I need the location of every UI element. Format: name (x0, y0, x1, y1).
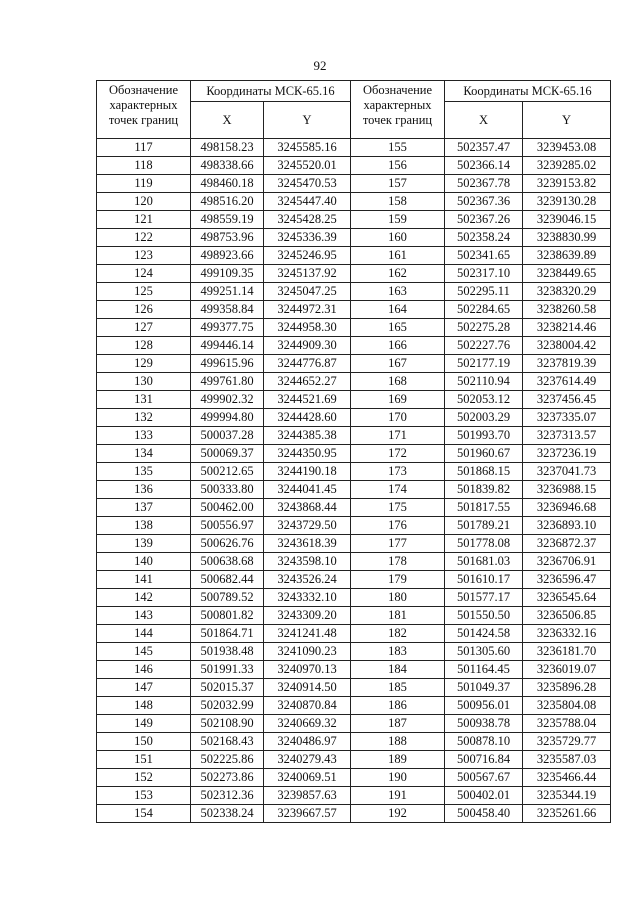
x-value-left: 502273.86 (191, 769, 264, 787)
header-label-line: Обозначение (362, 83, 433, 97)
y-value-left: 3239857.63 (264, 787, 351, 805)
y-value-right: 3236596.47 (523, 571, 611, 589)
y-value-left: 3245137.92 (264, 265, 351, 283)
x-value-right: 501789.21 (445, 517, 523, 535)
x-value-right: 502110.94 (445, 373, 523, 391)
y-value-right: 3238449.65 (523, 265, 611, 283)
y-value-right: 3236019.07 (523, 661, 611, 679)
x-value-right: 502367.26 (445, 211, 523, 229)
point-id-left: 122 (97, 229, 191, 247)
table-row (97, 229, 611, 247)
point-id-right: 177 (351, 535, 445, 553)
x-value-left: 501864.71 (191, 625, 264, 643)
point-id-left: 117 (97, 139, 191, 157)
table-row (97, 427, 611, 445)
x-value-left: 500626.76 (191, 535, 264, 553)
point-id-left: 142 (97, 589, 191, 607)
y-column-header-left: Y (264, 102, 351, 139)
table-row (97, 787, 611, 805)
x-value-right: 501778.08 (445, 535, 523, 553)
y-value-right: 3237614.49 (523, 373, 611, 391)
table-row (97, 625, 611, 643)
y-value-left: 3245520.01 (264, 157, 351, 175)
x-value-right: 501049.37 (445, 679, 523, 697)
table-row (97, 553, 611, 571)
point-id-left: 150 (97, 733, 191, 751)
y-value-left: 3245470.53 (264, 175, 351, 193)
point-id-right: 158 (351, 193, 445, 211)
point-id-left: 132 (97, 409, 191, 427)
y-value-right: 3238639.89 (523, 247, 611, 265)
x-value-left: 500037.28 (191, 427, 264, 445)
point-id-left: 135 (97, 463, 191, 481)
point-id-right: 190 (351, 769, 445, 787)
x-value-left: 500462.00 (191, 499, 264, 517)
x-value-right: 501817.55 (445, 499, 523, 517)
y-value-left: 3244385.38 (264, 427, 351, 445)
point-id-left: 139 (97, 535, 191, 553)
x-value-right: 502317.10 (445, 265, 523, 283)
point-id-left: 138 (97, 517, 191, 535)
table-row (97, 139, 611, 157)
x-value-left: 499251.14 (191, 283, 264, 301)
table-row (97, 697, 611, 715)
y-value-left: 3244521.69 (264, 391, 351, 409)
x-value-left: 502225.86 (191, 751, 264, 769)
header-label-line: характерных (363, 98, 432, 112)
x-value-right: 502284.65 (445, 301, 523, 319)
table-row (97, 643, 611, 661)
point-id-left: 133 (97, 427, 191, 445)
y-value-left: 3245047.25 (264, 283, 351, 301)
table-row (97, 373, 611, 391)
point-id-left: 123 (97, 247, 191, 265)
x-value-right: 501868.15 (445, 463, 523, 481)
point-id-right: 188 (351, 733, 445, 751)
x-value-left: 499902.32 (191, 391, 264, 409)
point-id-left: 143 (97, 607, 191, 625)
point-id-left: 130 (97, 373, 191, 391)
table-row (97, 283, 611, 301)
y-value-right: 3235729.77 (523, 733, 611, 751)
table-row (97, 733, 611, 751)
x-value-left: 502312.36 (191, 787, 264, 805)
y-value-right: 3239046.15 (523, 211, 611, 229)
point-id-left: 136 (97, 481, 191, 499)
header-label-line: точек границ (362, 113, 433, 127)
y-value-left: 3243309.20 (264, 607, 351, 625)
x-value-left: 502168.43 (191, 733, 264, 751)
point-label-header-right (351, 81, 445, 139)
x-value-right: 500716.84 (445, 751, 523, 769)
table-row (97, 409, 611, 427)
point-id-right: 174 (351, 481, 445, 499)
point-id-left: 149 (97, 715, 191, 733)
y-value-right: 3236988.15 (523, 481, 611, 499)
point-id-left: 124 (97, 265, 191, 283)
x-column-header-right: X (445, 102, 523, 139)
table-row (97, 481, 611, 499)
point-id-left: 129 (97, 355, 191, 373)
header-label-line: характерных (109, 98, 178, 112)
x-value-right: 502003.29 (445, 409, 523, 427)
y-value-left: 3244350.95 (264, 445, 351, 463)
point-id-left: 145 (97, 643, 191, 661)
y-value-right: 3239453.08 (523, 139, 611, 157)
point-id-left: 151 (97, 751, 191, 769)
point-id-right: 185 (351, 679, 445, 697)
y-value-right: 3236706.91 (523, 553, 611, 571)
x-value-left: 499446.14 (191, 337, 264, 355)
x-value-right: 500567.67 (445, 769, 523, 787)
point-id-left: 121 (97, 211, 191, 229)
table-row (97, 715, 611, 733)
x-value-left: 498338.66 (191, 157, 264, 175)
x-column-header-left: X (191, 102, 264, 139)
x-value-left: 500789.52 (191, 589, 264, 607)
point-id-left: 118 (97, 157, 191, 175)
x-value-left: 500638.68 (191, 553, 264, 571)
y-value-right: 3235804.08 (523, 697, 611, 715)
point-id-right: 192 (351, 805, 445, 823)
table-row (97, 247, 611, 265)
x-value-right: 501550.50 (445, 607, 523, 625)
y-column-header-right: Y (523, 102, 611, 139)
y-value-right: 3238320.29 (523, 283, 611, 301)
x-value-left: 500333.80 (191, 481, 264, 499)
x-value-right: 500878.10 (445, 733, 523, 751)
x-value-left: 501938.48 (191, 643, 264, 661)
x-value-right: 502275.28 (445, 319, 523, 337)
point-id-left: 137 (97, 499, 191, 517)
x-value-right: 502053.12 (445, 391, 523, 409)
point-id-right: 162 (351, 265, 445, 283)
table-row (97, 211, 611, 229)
point-id-left: 128 (97, 337, 191, 355)
table-row (97, 175, 611, 193)
y-value-right: 3237313.57 (523, 427, 611, 445)
y-value-right: 3236946.68 (523, 499, 611, 517)
x-value-right: 502357.47 (445, 139, 523, 157)
x-value-right: 502366.14 (445, 157, 523, 175)
point-id-right: 168 (351, 373, 445, 391)
point-id-left: 140 (97, 553, 191, 571)
x-value-left: 502032.99 (191, 697, 264, 715)
y-value-left: 3244776.87 (264, 355, 351, 373)
x-value-left: 499615.96 (191, 355, 264, 373)
table-row (97, 769, 611, 787)
y-value-right: 3235587.03 (523, 751, 611, 769)
coord-system-header-right: Координаты МСК-65.16 (445, 81, 611, 102)
table-row (97, 301, 611, 319)
point-id-right: 171 (351, 427, 445, 445)
point-id-right: 164 (351, 301, 445, 319)
x-value-right: 501839.82 (445, 481, 523, 499)
table-row (97, 193, 611, 211)
x-value-left: 499109.35 (191, 265, 264, 283)
x-value-right: 501424.58 (445, 625, 523, 643)
point-id-right: 157 (351, 175, 445, 193)
point-id-left: 144 (97, 625, 191, 643)
table-row (97, 679, 611, 697)
point-id-left: 146 (97, 661, 191, 679)
table-row (97, 265, 611, 283)
y-value-right: 3238260.58 (523, 301, 611, 319)
y-value-right: 3236893.10 (523, 517, 611, 535)
x-value-left: 502338.24 (191, 805, 264, 823)
coord-system-header-left: Координаты МСК-65.16 (191, 81, 351, 102)
y-value-right: 3237335.07 (523, 409, 611, 427)
point-id-right: 182 (351, 625, 445, 643)
x-value-right: 500458.40 (445, 805, 523, 823)
x-value-right: 500956.01 (445, 697, 523, 715)
x-value-left: 498923.66 (191, 247, 264, 265)
x-value-left: 500682.44 (191, 571, 264, 589)
table-row (97, 355, 611, 373)
point-id-right: 169 (351, 391, 445, 409)
x-value-left: 499358.84 (191, 301, 264, 319)
y-value-left: 3244972.31 (264, 301, 351, 319)
x-value-left: 498559.19 (191, 211, 264, 229)
table-row (97, 589, 611, 607)
page-number: 92 (313, 58, 327, 73)
x-value-left: 502015.37 (191, 679, 264, 697)
table-row (97, 157, 611, 175)
x-value-left: 498158.23 (191, 139, 264, 157)
x-value-right: 502367.36 (445, 193, 523, 211)
y-value-left: 3244652.27 (264, 373, 351, 391)
point-id-right: 163 (351, 283, 445, 301)
x-value-right: 502177.19 (445, 355, 523, 373)
x-value-right: 501993.70 (445, 427, 523, 445)
table-row (97, 499, 611, 517)
y-value-left: 3240970.13 (264, 661, 351, 679)
y-value-left: 3245246.95 (264, 247, 351, 265)
table-row (97, 445, 611, 463)
x-value-right: 502367.78 (445, 175, 523, 193)
y-value-left: 3243868.44 (264, 499, 351, 517)
point-id-left: 147 (97, 679, 191, 697)
y-value-left: 3243729.50 (264, 517, 351, 535)
header-label-line: точек границ (108, 113, 179, 127)
y-value-right: 3236545.64 (523, 589, 611, 607)
point-id-right: 167 (351, 355, 445, 373)
coordinates-table-body (97, 139, 611, 823)
y-value-right: 3237819.39 (523, 355, 611, 373)
y-value-right: 3238830.99 (523, 229, 611, 247)
y-value-right: 3235896.28 (523, 679, 611, 697)
table-row (97, 751, 611, 769)
point-id-left: 120 (97, 193, 191, 211)
point-id-left: 131 (97, 391, 191, 409)
point-id-right: 183 (351, 643, 445, 661)
x-value-right: 501960.67 (445, 445, 523, 463)
y-value-left: 3240486.97 (264, 733, 351, 751)
point-id-right: 178 (351, 553, 445, 571)
point-id-right: 186 (351, 697, 445, 715)
y-value-left: 3244190.18 (264, 463, 351, 481)
x-value-right: 501577.17 (445, 589, 523, 607)
header-label-line: Обозначение (108, 83, 179, 97)
table-row (97, 607, 611, 625)
point-label-header-left (97, 81, 191, 139)
x-value-left: 502108.90 (191, 715, 264, 733)
y-value-right: 3236872.37 (523, 535, 611, 553)
point-id-left: 153 (97, 787, 191, 805)
x-value-left: 500556.97 (191, 517, 264, 535)
point-id-right: 184 (351, 661, 445, 679)
point-id-right: 172 (351, 445, 445, 463)
point-id-right: 181 (351, 607, 445, 625)
point-id-right: 191 (351, 787, 445, 805)
x-value-right: 501305.60 (445, 643, 523, 661)
point-id-left: 148 (97, 697, 191, 715)
y-value-left: 3240669.32 (264, 715, 351, 733)
y-value-right: 3235466.44 (523, 769, 611, 787)
y-value-right: 3237041.73 (523, 463, 611, 481)
y-value-right: 3236181.70 (523, 643, 611, 661)
y-value-left: 3240069.51 (264, 769, 351, 787)
coordinates-table (96, 80, 611, 823)
point-id-left: 154 (97, 805, 191, 823)
point-id-right: 165 (351, 319, 445, 337)
y-value-left: 3244909.30 (264, 337, 351, 355)
x-value-left: 500069.37 (191, 445, 264, 463)
point-id-right: 166 (351, 337, 445, 355)
y-value-left: 3240279.43 (264, 751, 351, 769)
y-value-left: 3245428.25 (264, 211, 351, 229)
y-value-right: 3237456.45 (523, 391, 611, 409)
y-value-right: 3235788.04 (523, 715, 611, 733)
y-value-right: 3235261.66 (523, 805, 611, 823)
y-value-right: 3237236.19 (523, 445, 611, 463)
y-value-left: 3243526.24 (264, 571, 351, 589)
point-id-left: 125 (97, 283, 191, 301)
table-row (97, 535, 611, 553)
y-value-right: 3238004.42 (523, 337, 611, 355)
y-value-left: 3243618.39 (264, 535, 351, 553)
y-value-left: 3243332.10 (264, 589, 351, 607)
x-value-left: 498753.96 (191, 229, 264, 247)
point-id-right: 180 (351, 589, 445, 607)
x-value-right: 502358.24 (445, 229, 523, 247)
y-value-right: 3239153.82 (523, 175, 611, 193)
y-value-left: 3240914.50 (264, 679, 351, 697)
point-id-left: 119 (97, 175, 191, 193)
x-value-left: 501991.33 (191, 661, 264, 679)
table-row (97, 517, 611, 535)
y-value-right: 3235344.19 (523, 787, 611, 805)
y-value-right: 3236506.85 (523, 607, 611, 625)
y-value-left: 3244041.45 (264, 481, 351, 499)
point-id-right: 155 (351, 139, 445, 157)
x-value-right: 502341.65 (445, 247, 523, 265)
y-value-right: 3238214.46 (523, 319, 611, 337)
point-id-right: 161 (351, 247, 445, 265)
point-id-left: 127 (97, 319, 191, 337)
x-value-left: 499994.80 (191, 409, 264, 427)
x-value-right: 501681.03 (445, 553, 523, 571)
y-value-left: 3243598.10 (264, 553, 351, 571)
x-value-left: 500801.82 (191, 607, 264, 625)
point-id-left: 134 (97, 445, 191, 463)
y-value-left: 3245336.39 (264, 229, 351, 247)
x-value-right: 501164.45 (445, 661, 523, 679)
point-id-right: 159 (351, 211, 445, 229)
y-value-left: 3245585.16 (264, 139, 351, 157)
x-value-right: 500402.01 (445, 787, 523, 805)
point-id-right: 173 (351, 463, 445, 481)
y-value-left: 3244428.60 (264, 409, 351, 427)
y-value-right: 3236332.16 (523, 625, 611, 643)
y-value-right: 3239130.28 (523, 193, 611, 211)
x-value-left: 500212.65 (191, 463, 264, 481)
point-id-right: 176 (351, 517, 445, 535)
x-value-left: 498516.20 (191, 193, 264, 211)
x-value-left: 498460.18 (191, 175, 264, 193)
table-row (97, 337, 611, 355)
y-value-left: 3241090.23 (264, 643, 351, 661)
point-id-left: 126 (97, 301, 191, 319)
point-id-left: 141 (97, 571, 191, 589)
y-value-left: 3245447.40 (264, 193, 351, 211)
point-id-right: 156 (351, 157, 445, 175)
x-value-right: 502227.76 (445, 337, 523, 355)
table-row (97, 805, 611, 823)
point-id-right: 175 (351, 499, 445, 517)
table-row (97, 463, 611, 481)
table-row (97, 319, 611, 337)
table-row (97, 661, 611, 679)
point-id-right: 189 (351, 751, 445, 769)
y-value-left: 3240870.84 (264, 697, 351, 715)
point-id-right: 179 (351, 571, 445, 589)
y-value-left: 3239667.57 (264, 805, 351, 823)
table-row (97, 391, 611, 409)
point-id-left: 152 (97, 769, 191, 787)
table-row (97, 571, 611, 589)
point-id-right: 160 (351, 229, 445, 247)
x-value-right: 502295.11 (445, 283, 523, 301)
x-value-left: 499761.80 (191, 373, 264, 391)
point-id-right: 170 (351, 409, 445, 427)
point-id-right: 187 (351, 715, 445, 733)
x-value-left: 499377.75 (191, 319, 264, 337)
y-value-left: 3244958.30 (264, 319, 351, 337)
x-value-right: 500938.78 (445, 715, 523, 733)
y-value-right: 3239285.02 (523, 157, 611, 175)
y-value-left: 3241241.48 (264, 625, 351, 643)
x-value-right: 501610.17 (445, 571, 523, 589)
